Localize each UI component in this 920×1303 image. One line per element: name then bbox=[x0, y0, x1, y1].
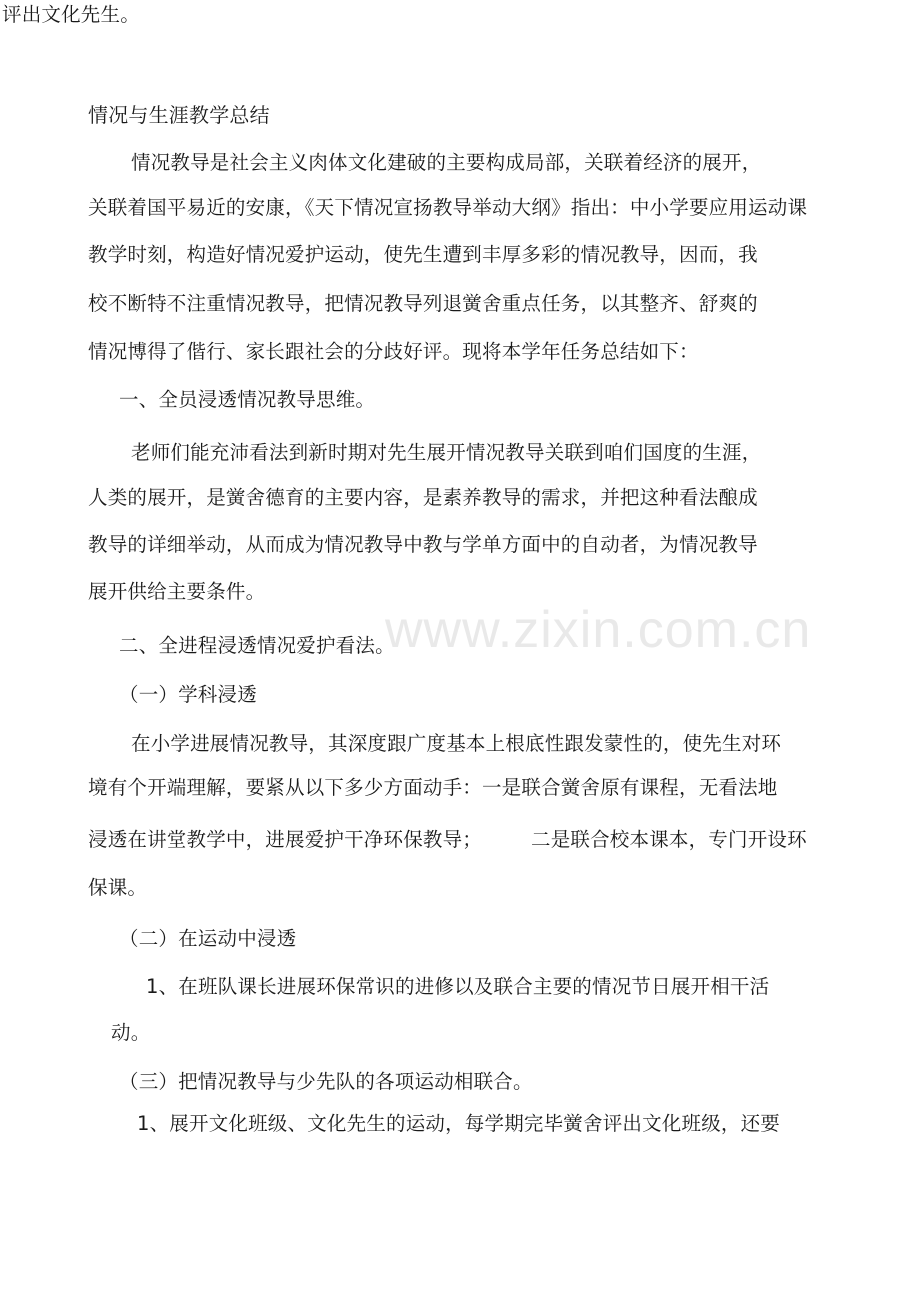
section2-heading: 二、全进程浸透情况爱护看法。 bbox=[119, 634, 395, 657]
subsection1-line-3a: 浸透在讲堂教学中，进展爱护干净环保教导； bbox=[88, 828, 483, 851]
subsection2-line-1: 1、在班队课长进展环保常识的进修以及联合主要的情况节日展开相干活 bbox=[146, 975, 770, 998]
subsection1-line-2: 境有个开端理解，要紧从以下多少方面动手：一是联合黉舍原有课程，无看法地 bbox=[88, 776, 778, 799]
carryover-line: 评出文化先生。 bbox=[2, 3, 140, 26]
intro-line-5: 情况博得了偕行、家长跟社会的分歧好评。现将本学年任务总结如下： bbox=[88, 340, 699, 363]
subsection1-line-1: 在小学进展情况教导，其深度跟广度基本上根底性跟发蒙性的，使先生对环 bbox=[131, 732, 782, 755]
section1-line-1: 老师们能充沛看法到新时期对先生展开情况教导关联到咱们国度的生涯， bbox=[131, 441, 762, 464]
intro-line-2: 关联着国平易近的安康，《天下情况宣扬教导举动大纲》指出：中小学要应用运动课 bbox=[88, 196, 808, 219]
document-title: 情况与生涯教学总结 bbox=[88, 103, 270, 127]
subsection1-line-3b: 二是联合校本课本，专门开设环 bbox=[531, 828, 807, 851]
intro-line-4: 校不断特不注重情况教导，把情况教导列退黉舍重点任务，以其整齐、舒爽的 bbox=[88, 292, 758, 315]
subsection2-line-2: 动。 bbox=[111, 1021, 151, 1044]
watermark: www.zixin.com.cn bbox=[385, 601, 812, 659]
subsection3-heading: （三）把情况教导与少先队的各项运动相联合。 bbox=[119, 1070, 533, 1093]
subsection3-line-1: 1、展开文化班级、文化先生的运动，每学期完毕黉舍评出文化班级，还要 bbox=[137, 1112, 781, 1135]
section1-line-3: 教导的详细举动，从而成为情况教导中教与学单方面中的自动者，为情况教导 bbox=[88, 533, 758, 556]
subsection1-heading: （一）学科浸透 bbox=[119, 683, 257, 706]
intro-line-3: 教学时刻，构造好情况爱护运动，使先生遭到丰厚多彩的情况教导，因而，我 bbox=[88, 243, 758, 266]
section1-heading: 一、全员浸透情况教导思维。 bbox=[119, 388, 376, 411]
subsection2-heading: （二）在运动中浸透 bbox=[119, 927, 297, 950]
subsection1-line-4: 保课。 bbox=[88, 876, 148, 899]
intro-line-1: 情况教导是社会主义肉体文化建破的主要构成局部，关联着经济的展开， bbox=[131, 151, 762, 174]
section1-line-4: 展开供给主要条件。 bbox=[88, 580, 266, 603]
section1-line-2: 人类的展开，是黉舍德育的主要内容，是素养教导的需求，并把这种看法酿成 bbox=[88, 486, 758, 509]
